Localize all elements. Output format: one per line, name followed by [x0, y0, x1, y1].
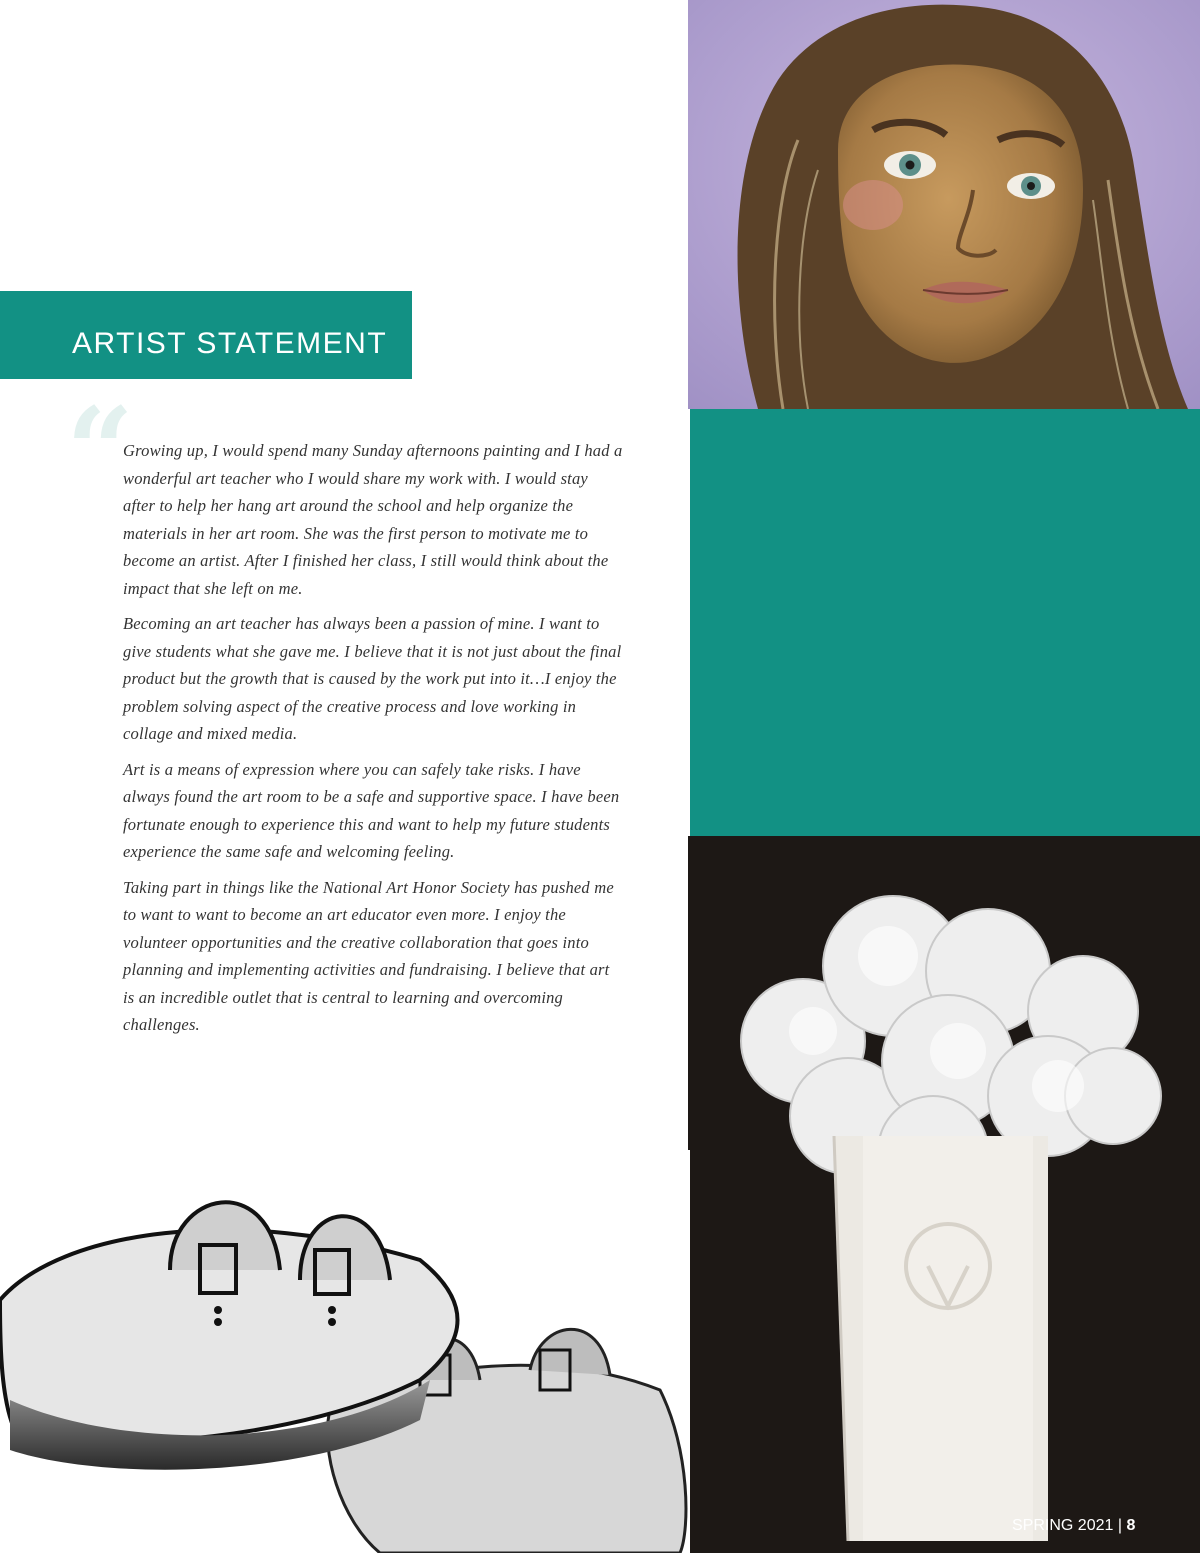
- artist-statement-body: [123, 437, 623, 1047]
- page-footer: [1012, 1517, 1135, 1535]
- statement-paragraph: Growing up, I would spend many Sunday afternoons painting and I had a wonderful art teacher who I would share my work with. I would stay after to help her hang art around the school and help organize the materials in her art room. She was the first person to motivate me to become an artist. After I finished her class, I still would think about the impact that she left on me.: [123, 441, 623, 598]
- issue-label: SPRING 2021: [1012, 1517, 1114, 1534]
- teal-color-block: [690, 409, 1200, 836]
- page-number: 8: [1126, 1517, 1136, 1534]
- sandals-sketch-image: [0, 1150, 690, 1553]
- paper-flowers-vase-image: [688, 836, 1200, 1553]
- portrait-painting-image: [688, 0, 1200, 409]
- footer-separator: |: [1113, 1517, 1127, 1534]
- statement-paragraph: Becoming an art teacher has always been a passion of mine. I want to give students what she gave me. I believe that it is not just about the final product but the growth that is caused by the work put into it…I enjoy the problem solving aspect of the creative process and love working in collage and mixed media.: [123, 614, 622, 743]
- quote-mark-icon: “: [66, 381, 134, 520]
- section-title: ARTIST STATEMENT: [72, 327, 388, 360]
- statement-paragraph: Taking part in things like the National Art Honor Society has pushed me to want to want to become an art educator even more. I enjoy the volunteer opportunities and the creative collaboration that goes into planning and implementing activities and fundraising. I believe that art is an incredible outlet that is central to learning and overcoming challenges.: [123, 877, 614, 1034]
- statement-paragraph: Art is a means of expression where you can safely take risks. I have always found the art room to be a safe and supportive space. I have been fortunate enough to experience this and want to help my future students experience the same safe and welcoming feeling.: [123, 759, 620, 861]
